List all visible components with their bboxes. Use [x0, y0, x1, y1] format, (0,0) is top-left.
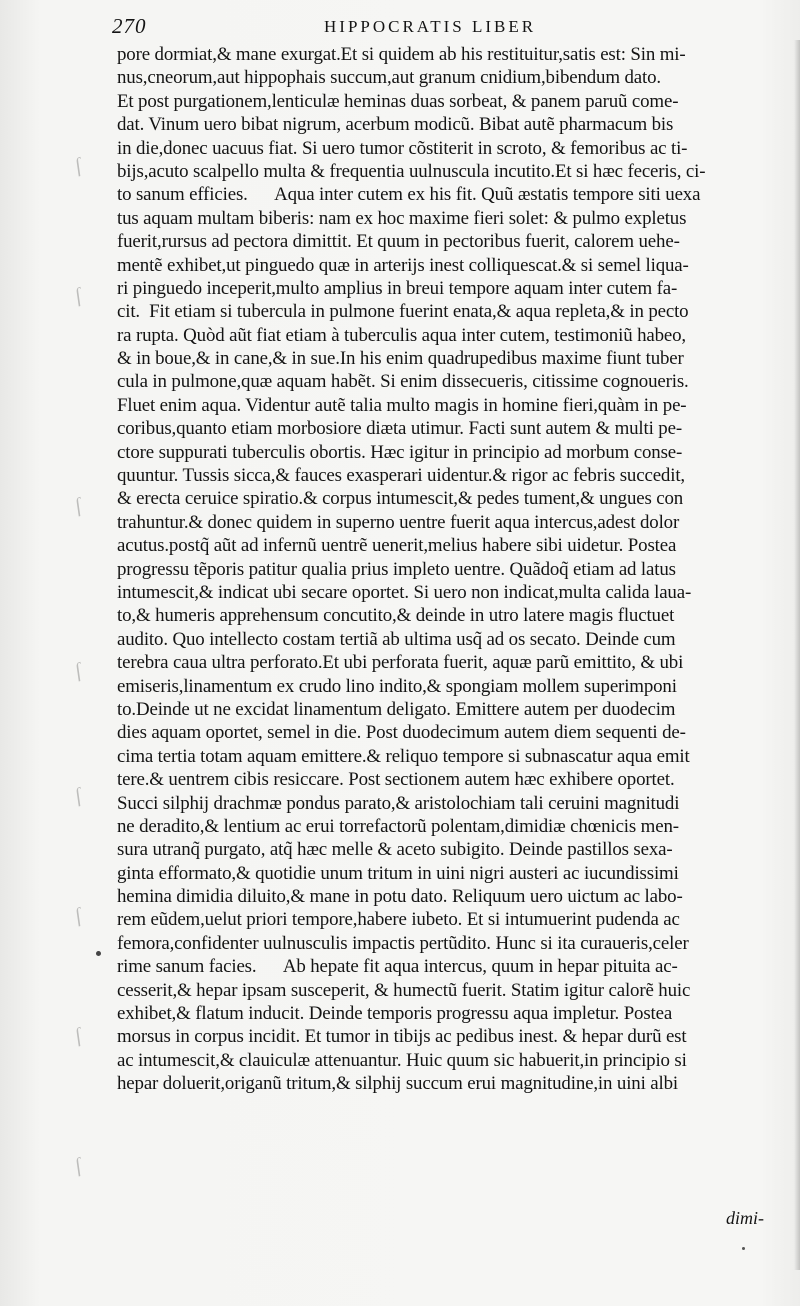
text-line: ac intumescit,& clauiculæ attenuantur. Huic quum sic habuerit,in principio si: [117, 1049, 687, 1071]
text-line: fuerit,rursus ad pectora dimittit. Et quum in pectoribus fuerit, calorem uehe-: [117, 231, 680, 253]
text-line: Succi silphij drachmæ pondus parato,& aristolochiam tali ceruini magnitudi: [117, 792, 680, 814]
margin-dot: [96, 951, 101, 956]
text-line: tere.& uentrem cibis resiccare. Post sectionem autem hæc exhibere oportet.: [117, 769, 675, 791]
text-line: rime sanum facies. Ab hepate fit aqua intercus, quum in hepar pituita ac-: [117, 956, 678, 978]
page-header: [112, 14, 770, 40]
text-line: hepar doluerit,origanũ tritum,& silphij succum erui magnitudine,in uini albi: [117, 1073, 678, 1095]
text-line: to.Deinde ut ne excidat linamentum deligato. Emittere autem per duodecim: [117, 698, 676, 720]
text-line: ra rupta. Quòd aũt fiat etiam à tuberculis aqua inter cutem, testimoniũ habeo,: [117, 324, 686, 346]
text-line: ri pinguedo inceperit,multo amplius in breui tempore aquam inter cutem fa-: [117, 277, 678, 299]
text-line: terebra caua ultra perforato.Et ubi perforata fuerit, aquæ parũ emittito, & ubi: [117, 652, 684, 674]
margin-annotation-mark: ſ: [71, 154, 85, 178]
text-line: exhibet,& flatum inducit. Deinde temporis progressu aqua impletur. Postea: [117, 1003, 673, 1025]
text-line: to sanum efficies. Aqua inter cutem ex his fit. Quũ æstatis tempore siti uexa: [117, 184, 701, 206]
text-line: rem eũdem,uelut priori tempore,habere iubeto. Et si intumuerint pudenda ac: [117, 909, 680, 931]
margin-annotation-mark: ſ: [71, 1024, 85, 1048]
running-head: HIPPOCRATIS LIBER: [324, 17, 537, 36]
page-number: 270: [112, 14, 147, 38]
text-line: cesserit,& hepar ipsam susceperit, & humectũ fuerit. Statim igitur calorẽ huic: [117, 979, 691, 1001]
text-line: ne deradito,& lentium ac erui torrefactorũ polentam,dimidiæ chœnicis men-: [117, 815, 679, 837]
margin-annotation-mark: ſ: [71, 659, 85, 683]
text-line: pore dormiat,& mane exurgat.Et si quidem ab his restituitur,satis est: Sin mi-: [117, 44, 686, 65]
text-line: emiseris,linamentum ex crudo lino indito,& spongiam mollem superimponi: [117, 675, 677, 697]
text-line: bijs,acuto scalpello multa & frequentia uulnuscula incutito.Et si hæc feceris, ci-: [117, 160, 706, 182]
margin-annotation-mark: ſ: [71, 494, 85, 518]
text-line: Et post purgationem,lenticulæ heminas duas sorbeat, & panem paruũ come-: [117, 90, 679, 112]
text-line: Fluet enim aqua. Videntur autẽ talia multo magis in homine fieri,quàm in pe-: [117, 394, 687, 416]
text-line: dat. Vinum uero bibat nigrum, acerbum modicũ. Bibat autẽ pharmacum bis: [117, 114, 674, 136]
text-line: acutus.postq̃ aũt ad infernũ uentrẽ uenerit,melius habere sibi uidetur. Postea: [117, 535, 677, 557]
text-line: ginta efformato,& quotidie unum tritum in uini nigri austeri ac iucundissimi: [117, 862, 679, 884]
text-line: mentẽ exhibet,ut pinguedo quæ in arterijs inest colliquescat.& si semel liqua-: [117, 254, 689, 276]
text-line: to,& humeris apprehensum concutito,& deinde in utro latere magis fluctuet: [117, 605, 675, 627]
page-gutter-shadow: [794, 40, 800, 1270]
text-line: & erecta ceruice spiratio.& corpus intumescit,& pedes tument,& ungues con: [117, 488, 684, 510]
text-line: cit. Fit etiam si tubercula in pulmone fuerint enata,& aqua repleta,& in pecto: [117, 301, 689, 323]
text-line: intumescit,& indicat ubi secare oportet. Si uero non indicat,multa calida laua-: [117, 581, 692, 603]
bottom-dot: [742, 1247, 745, 1250]
text-line: & in boue,& in cane,& in sue.In his enim quadrupedibus maxime fiunt tuber: [117, 348, 684, 370]
text-line: dies aquam oportet, semel in die. Post duodecimum autem diem sequenti de-: [117, 722, 686, 744]
catchword: dimi-: [726, 1208, 764, 1228]
margin-annotation-mark: ſ: [71, 1154, 85, 1178]
margin-annotation-mark: ſ: [71, 784, 85, 808]
text-line: nus,cneorum,aut hippophais succum,aut granum cnidium,bibendum dato.: [117, 67, 661, 89]
text-line: audito. Quo intellecto costam tertiã ab ultima usq̃ ad os secato. Deinde cum: [117, 628, 676, 650]
text-line: tus aquam multam biberis: nam ex hoc maxime fieri solet: & pulmo expletus: [117, 207, 687, 229]
main-text-block: [117, 43, 767, 1096]
text-line: cima tertia totam aquam emittere.& reliquo tempore si subnascatur aqua emit: [117, 745, 690, 767]
text-line: coribus,quanto etiam morbosiore diæta utimur. Facti sunt autem & multi pe-: [117, 418, 682, 440]
text-line: femora,confidenter uulnusculis impactis pertũdito. Hunc si ita curaueris,celer: [117, 932, 689, 954]
text-line: ctore suppurati tuberculis obortis. Hæc igitur in principio ad morbum conse-: [117, 441, 683, 463]
margin-annotation-mark: ſ: [71, 904, 85, 928]
text-line: hemina dimidia diluito,& mane in potu dato. Reliquum uero uictum ac labo-: [117, 886, 683, 908]
text-line: in die,donec uacuus fiat. Si uero tumor cõstiterit in scroto, & femoribus ac ti-: [117, 137, 688, 159]
text-line: sura utranq̃ purgato, atq̃ hæc melle & aceto subigito. Deinde pastillos sexa-: [117, 839, 673, 861]
text-line: quuntur. Tussis sicca,& fauces exasperari uidentur.& rigor ac febris succedit,: [117, 465, 685, 487]
margin-annotation-mark: ſ: [71, 284, 85, 308]
text-line: trahuntur.& donec quidem in superno uentre fuerit aqua intercus,adest dolor: [117, 511, 680, 533]
text-line: progressu tẽporis patitur qualia prius impleto uentre. Quãdoq̃ etiam ad latus: [117, 558, 676, 580]
text-line: cula in pulmone,quæ aquam habẽt. Si enim dissecueris, citissime cognoueris.: [117, 371, 689, 393]
text-line: morsus in corpus incidit. Et tumor in tibijs ac pedibus inest. & hepar durũ est: [117, 1026, 687, 1048]
